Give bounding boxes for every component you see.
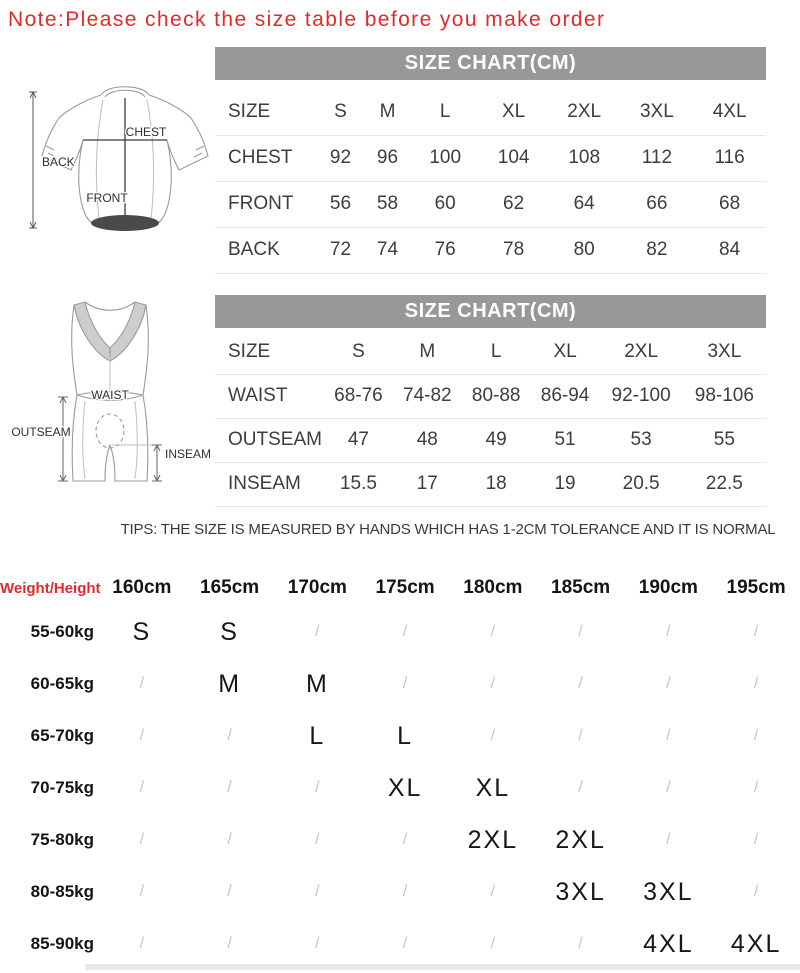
size-column-header: M [393,330,462,374]
size-cell: 53 [600,418,683,462]
weight-row-label: 80-85kg [30,882,94,901]
matrix-empty-cell: / [666,727,671,744]
jersey-diagram [15,82,215,272]
back-measure-line [29,92,37,228]
size-cell: 47 [324,418,393,462]
weight-row-label: 55-60kg [30,622,94,641]
jersey-chart-title: SIZE CHART(CM) [215,47,766,80]
bib-straps [74,302,146,361]
jersey-collar [101,87,149,97]
size-cell: 51 [531,418,600,462]
matrix-empty-cell: / [402,935,408,952]
size-table-row [215,462,766,506]
size-column-header: S [324,330,393,374]
size-table-row [215,374,766,418]
matrix-empty-cell: / [578,675,583,692]
size-cell: 17 [393,462,462,506]
matrix-empty-cell: / [402,831,408,848]
matrix-empty-cell: / [139,779,145,796]
size-cell: 62 [479,181,547,227]
matrix-empty-cell: / [315,623,320,640]
size-corner-label: SIZE [215,330,324,374]
size-column-header: L [411,89,479,135]
size-cell: 80-88 [462,374,531,418]
matrix-row [0,866,800,918]
size-cell: 48 [393,418,462,462]
matrix-empty-cell: / [227,727,232,744]
size-row-label: FRONT [215,181,317,227]
matrix-empty-cell: / [315,883,320,900]
size-column-header: 4XL [693,89,766,135]
matrix-size-cell: M [305,669,329,698]
size-cell: 15.5 [324,462,393,506]
height-column-header: 165cm [200,577,260,598]
size-cell: 19 [531,462,600,506]
size-cell: 108 [548,135,621,181]
matrix-empty-cell: / [753,623,759,640]
matrix-empty-cell: / [753,675,759,692]
matrix-empty-cell: / [490,675,496,692]
matrix-empty-cell: / [490,727,496,744]
matrix-empty-cell: / [139,831,145,848]
back-label: BACK [42,155,75,169]
size-cell: 86-94 [531,374,600,418]
size-cell: 74 [364,227,411,273]
weight-row-label: 60-65kg [30,674,94,693]
size-table-row [215,418,766,462]
matrix-empty-cell: / [227,779,232,796]
matrix-empty-cell: / [753,727,759,744]
weight-height-corner-label: Weight/Height [0,579,101,597]
size-column-header: L [462,330,531,374]
height-column-header: 170cm [287,577,347,598]
size-row-label: BACK [215,227,317,273]
size-table-row [215,227,766,273]
size-cell: 68-76 [324,374,393,418]
weight-row-label: 85-90kg [30,934,94,953]
size-cell: 92-100 [600,374,683,418]
chamois-pad [96,414,124,448]
size-cell: 72 [317,227,364,273]
height-column-header: 160cm [112,577,172,598]
matrix-empty-cell: / [227,883,232,900]
size-cell: 112 [621,135,694,181]
outseam-label: OUTSEAM [11,425,71,439]
shorts-diagram [5,295,220,510]
size-cell: 55 [683,418,766,462]
matrix-empty-cell: / [315,935,320,952]
size-cell: 100 [411,135,479,181]
matrix-size-cell: XL [387,773,423,802]
size-cell: 68 [693,181,766,227]
matrix-empty-cell: / [753,779,759,796]
matrix-empty-cell: / [753,831,759,848]
matrix-empty-cell: / [139,935,145,952]
size-column-header: 3XL [683,330,766,374]
height-column-header: 185cm [551,577,611,598]
size-cell: 92 [317,135,364,181]
matrix-row [0,762,800,814]
size-cell: 20.5 [600,462,683,506]
matrix-header-row [0,570,800,606]
front-label: FRONT [86,191,128,205]
size-cell: 98-106 [683,374,766,418]
size-cell: 66 [621,181,694,227]
matrix-size-cell: 3XL [643,877,694,906]
matrix-row [0,710,800,762]
matrix-empty-cell: / [578,727,583,744]
size-column-header: XL [531,330,600,374]
matrix-size-cell: S [220,617,239,646]
matrix-empty-cell: / [402,883,408,900]
height-column-header: 190cm [638,577,698,598]
matrix-size-cell: 4XL [730,929,782,958]
size-column-header: 3XL [621,89,694,135]
matrix-empty-cell: / [402,675,408,692]
matrix-empty-cell: / [315,779,320,796]
outseam-measure-line [58,397,68,481]
jersey-size-chart-panel [215,47,766,274]
matrix-empty-cell: / [666,623,671,640]
matrix-row [0,918,800,970]
size-row-label: CHEST [215,135,317,181]
size-cell: 18 [462,462,531,506]
matrix-size-cell: 3XL [555,877,606,906]
weight-row-label: 70-75kg [30,778,94,797]
size-cell: 78 [479,227,547,273]
size-cell: 56 [317,181,364,227]
matrix-empty-cell: / [578,623,583,640]
matrix-row [0,814,800,866]
waist-label: WAIST [91,388,129,402]
matrix-empty-cell: / [578,935,583,952]
matrix-size-cell: L [309,721,326,750]
matrix-empty-cell: / [139,675,145,692]
size-row-label: OUTSEAM [215,418,324,462]
matrix-empty-cell: / [402,623,408,640]
size-table-row [215,135,766,181]
tips-text: TIPS: THE SIZE IS MEASURED BY HANDS WHICH HAS 1-2CM TOLERANCE AND IT IS NORMAL [120,521,776,538]
size-cell: 49 [462,418,531,462]
size-column-header: 2XL [548,89,621,135]
matrix-empty-cell: / [578,779,583,796]
size-table-row [215,181,766,227]
leg-seams [83,357,138,479]
size-cell: 74-82 [393,374,462,418]
matrix-empty-cell: / [227,935,232,952]
matrix-empty-cell: / [139,883,145,900]
note-banner: Note:Please check the size table before you make order [8,8,606,31]
matrix-empty-cell: / [666,779,671,796]
size-cell: 116 [693,135,766,181]
matrix-size-cell: M [218,669,242,698]
size-header-row [215,89,766,135]
size-column-header: M [364,89,411,135]
size-cell: 82 [621,227,694,273]
size-column-header: S [317,89,364,135]
matrix-size-cell: S [132,617,152,646]
size-cell: 22.5 [683,462,766,506]
jersey-hem [91,215,159,231]
size-corner-label: SIZE [215,89,317,135]
matrix-size-cell: L [397,721,414,750]
size-cell: 104 [479,135,547,181]
size-cell: 84 [693,227,766,273]
shorts-size-chart-panel [215,295,766,507]
matrix-empty-cell: / [666,831,671,848]
size-cell: 76 [411,227,479,273]
height-column-header: 180cm [463,577,523,598]
size-cell: 60 [411,181,479,227]
size-column-header: 2XL [600,330,683,374]
matrix-size-cell: 4XL [643,929,694,958]
height-column-header: 175cm [375,577,435,598]
matrix-empty-cell: / [666,675,671,692]
size-cell: 96 [364,135,411,181]
shorts-chart-title: SIZE CHART(CM) [215,295,766,328]
size-cell: 64 [548,181,621,227]
size-row-label: WAIST [215,374,324,418]
weight-row-label: 65-70kg [30,726,94,745]
matrix-empty-cell: / [490,623,496,640]
weight-row-label: 75-80kg [30,830,94,849]
matrix-empty-cell: / [753,883,759,900]
matrix-size-cell: 2XL [555,825,606,854]
size-row-label: INSEAM [215,462,324,506]
jersey-size-table [215,89,766,274]
matrix-size-cell: XL [475,773,511,802]
height-column-header: 195cm [726,577,786,598]
matrix-empty-cell: / [227,831,232,848]
chest-label: CHEST [125,125,167,139]
size-header-row [215,330,766,374]
footer-strip [85,964,800,970]
matrix-size-cell: 2XL [467,825,519,854]
inseam-label: INSEAM [165,447,212,461]
matrix-empty-cell: / [490,935,496,952]
matrix-empty-cell: / [139,727,145,744]
matrix-empty-cell: / [315,831,320,848]
matrix-row [0,658,800,710]
matrix-empty-cell: / [490,883,496,900]
size-cell: 80 [548,227,621,273]
size-cell: 58 [364,181,411,227]
shorts-size-table [215,330,766,507]
matrix-row [0,606,800,658]
size-column-header: XL [479,89,547,135]
weight-height-matrix [0,570,800,970]
